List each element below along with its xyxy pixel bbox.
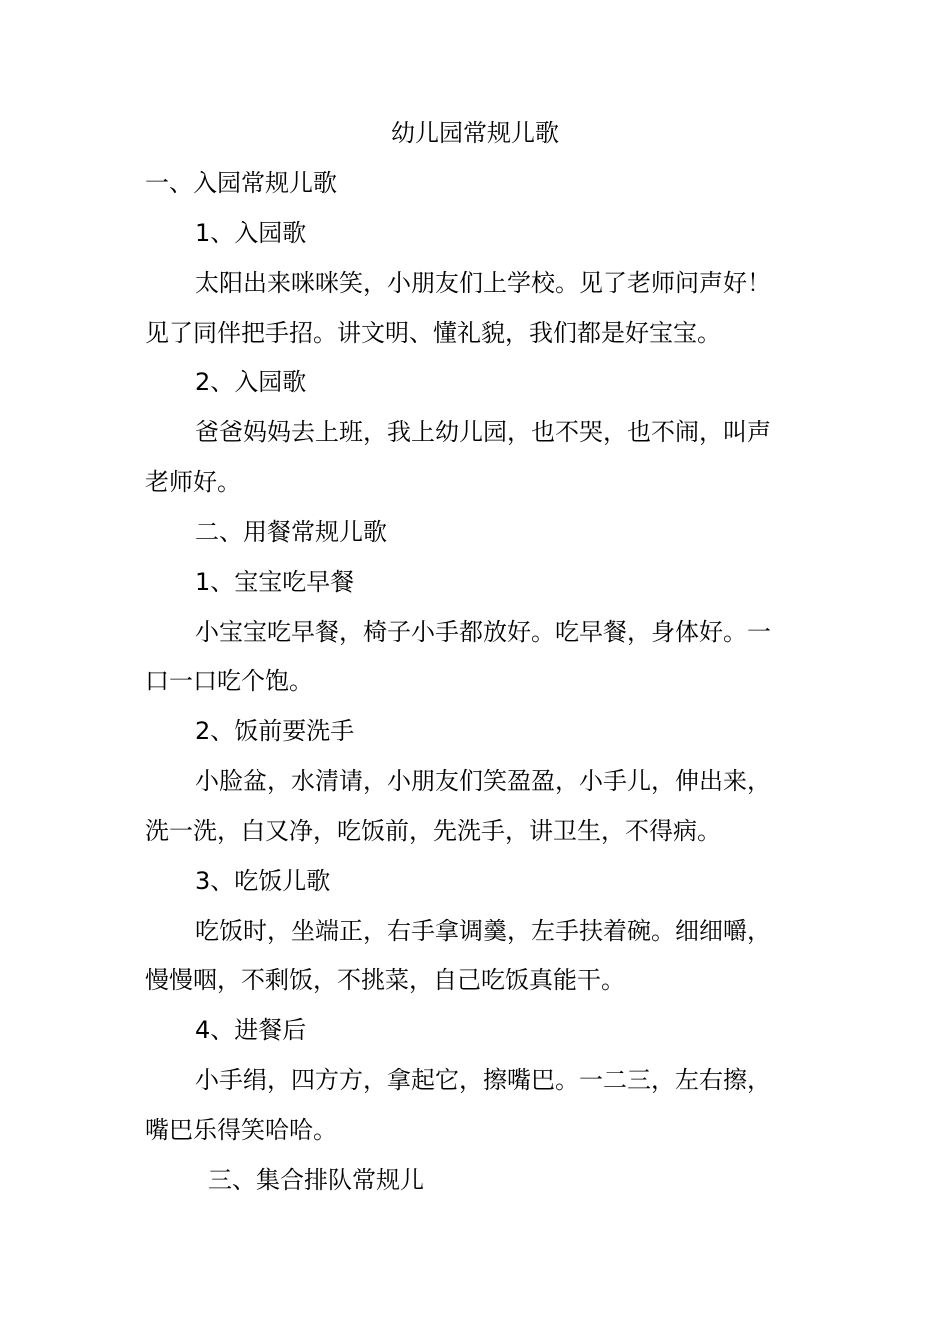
paragraph-line: 小脸盆，水清请，小朋友们笑盈盈，小手儿，伸出来， xyxy=(195,767,771,795)
section-heading: 三、集合排队常规儿 xyxy=(208,1166,424,1194)
song-heading: 1、宝宝吃早餐 xyxy=(195,568,355,596)
page-title: 幼儿园常规儿歌 xyxy=(391,119,559,147)
paragraph-line: 吃饭时，坐端正，右手拿调羹，左手扶着碗。细细嚼， xyxy=(195,917,771,945)
paragraph-line: 洗一洗，白又净，吃饭前，先洗手，讲卫生，不得病。 xyxy=(145,817,721,845)
song-heading: 1、入园歌 xyxy=(195,219,307,247)
paragraph-line: 小宝宝吃早餐，椅子小手都放好。吃早餐，身体好。一 xyxy=(195,618,771,646)
section-heading: 一、入园常规儿歌 xyxy=(145,169,337,197)
paragraph-line: 爸爸妈妈去上班，我上幼儿园，也不哭，也不闹，叫声 xyxy=(195,418,771,446)
paragraph-line: 慢慢咽，不剩饭，不挑菜，自己吃饭真能干。 xyxy=(145,966,625,994)
paragraph-line: 嘴巴乐得笑哈哈。 xyxy=(145,1116,337,1144)
paragraph-line: 老师好。 xyxy=(145,468,241,496)
song-heading: 4、进餐后 xyxy=(195,1016,307,1044)
paragraph-line: 见了同伴把手招。讲文明、懂礼貌，我们都是好宝宝。 xyxy=(145,319,721,347)
section-heading: 二、用餐常规儿歌 xyxy=(195,518,387,546)
song-heading: 2、入园歌 xyxy=(195,368,307,396)
paragraph-line: 太阳出来咪咪笑，小朋友们上学校。见了老师问声好！ xyxy=(195,269,771,297)
song-heading: 3、吃饭儿歌 xyxy=(195,867,331,895)
song-heading: 2、饭前要洗手 xyxy=(195,717,355,745)
paragraph-line: 口一口吃个饱。 xyxy=(145,667,313,695)
paragraph-line: 小手绢，四方方，拿起它，擦嘴巴。一二三，左右擦， xyxy=(195,1066,771,1094)
